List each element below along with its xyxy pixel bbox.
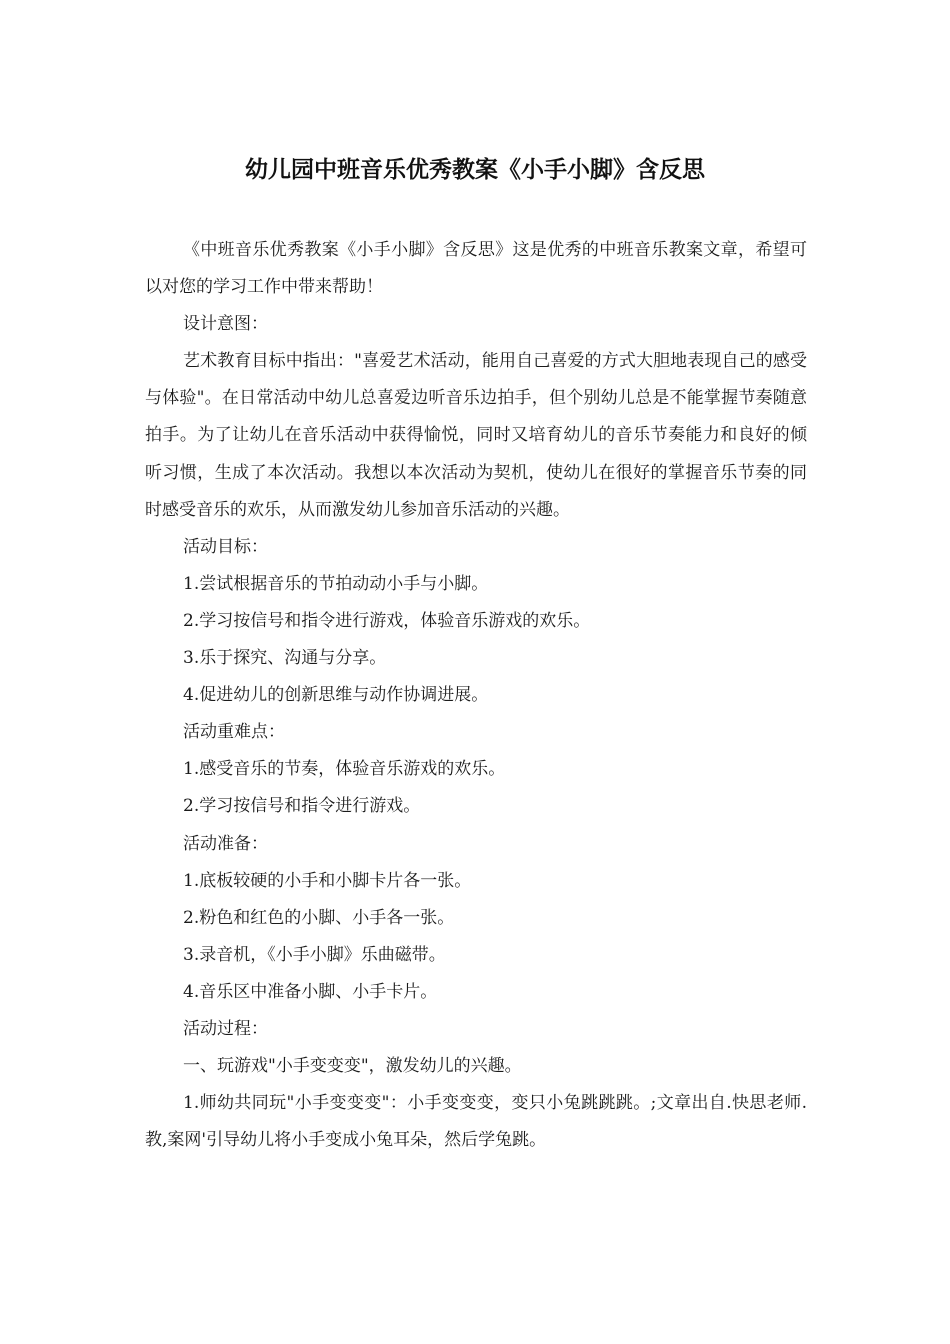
list-item: 3.录音机，《小手小脚》乐曲磁带。 xyxy=(183,944,446,965)
list-item: 2.学习按信号和指令进行游戏，体验音乐游戏的欢乐。 xyxy=(183,610,591,631)
list-item: 1.感受音乐的节奏，体验音乐游戏的欢乐。 xyxy=(183,759,506,780)
intro-paragraph: 《中班音乐优秀教案《小手小脚》含反思》这是优秀的中班音乐教案文章，希望可以对您的学习工作中带来帮助！ xyxy=(145,240,807,298)
list-item: 4.促进幼儿的创新思维与动作协调进展。 xyxy=(183,685,489,706)
list-item: 2.粉色和红色的小脚、小手各一张。 xyxy=(183,907,455,928)
list-item: 1.底板较硬的小手和小脚卡片各一张。 xyxy=(183,870,472,891)
list-item: 3.乐于探究、沟通与分享。 xyxy=(183,648,387,669)
process-step-heading: 一、玩游戏"小手变变变"，激发幼儿的兴趣。 xyxy=(183,1056,522,1077)
section-heading-preparation: 活动准备： xyxy=(183,833,268,854)
document-title: 幼儿园中班音乐优秀教案《小手小脚》含反思 xyxy=(245,157,705,183)
list-item: 2.学习按信号和指令进行游戏。 xyxy=(183,796,421,817)
section-heading-process: 活动过程： xyxy=(183,1018,268,1039)
process-step-paragraph: 1.师幼共同玩"小手变变变"：小手变变变，变只小兔跳跳跳。;文章出自.快思老师.教,案网'引导幼儿将小手变成小兔耳朵，然后学兔跳。 xyxy=(145,1093,807,1151)
section-heading-key-points: 活动重难点： xyxy=(183,722,285,743)
design-intent-paragraph: 艺术教育目标中指出："喜爱艺术活动，能用自己喜爱的方式大胆地表现自己的感受与体验"。在日常活动中幼儿总喜爱边听音乐边拍手，但个别幼儿总是不能掌握节奏随意拍手。为了让幼儿在音乐活动中获得愉悦，同时又培育幼儿的音乐节奏能力和良好的倾听习惯，生成了本次活动。我想以本次活动为契机，使幼儿在很好的掌握音乐节奏的同时感受音乐的欢乐，从而激发幼儿参加音乐活动的兴趣。 xyxy=(145,351,807,520)
list-item: 1.尝试根据音乐的节拍动动小手与小脚。 xyxy=(183,573,489,594)
document-body xyxy=(145,232,807,1159)
section-heading-activity-goals: 活动目标： xyxy=(183,536,268,557)
section-heading-design-intent: 设计意图： xyxy=(183,314,268,335)
list-item: 4.音乐区中准备小脚、小手卡片。 xyxy=(183,981,438,1002)
